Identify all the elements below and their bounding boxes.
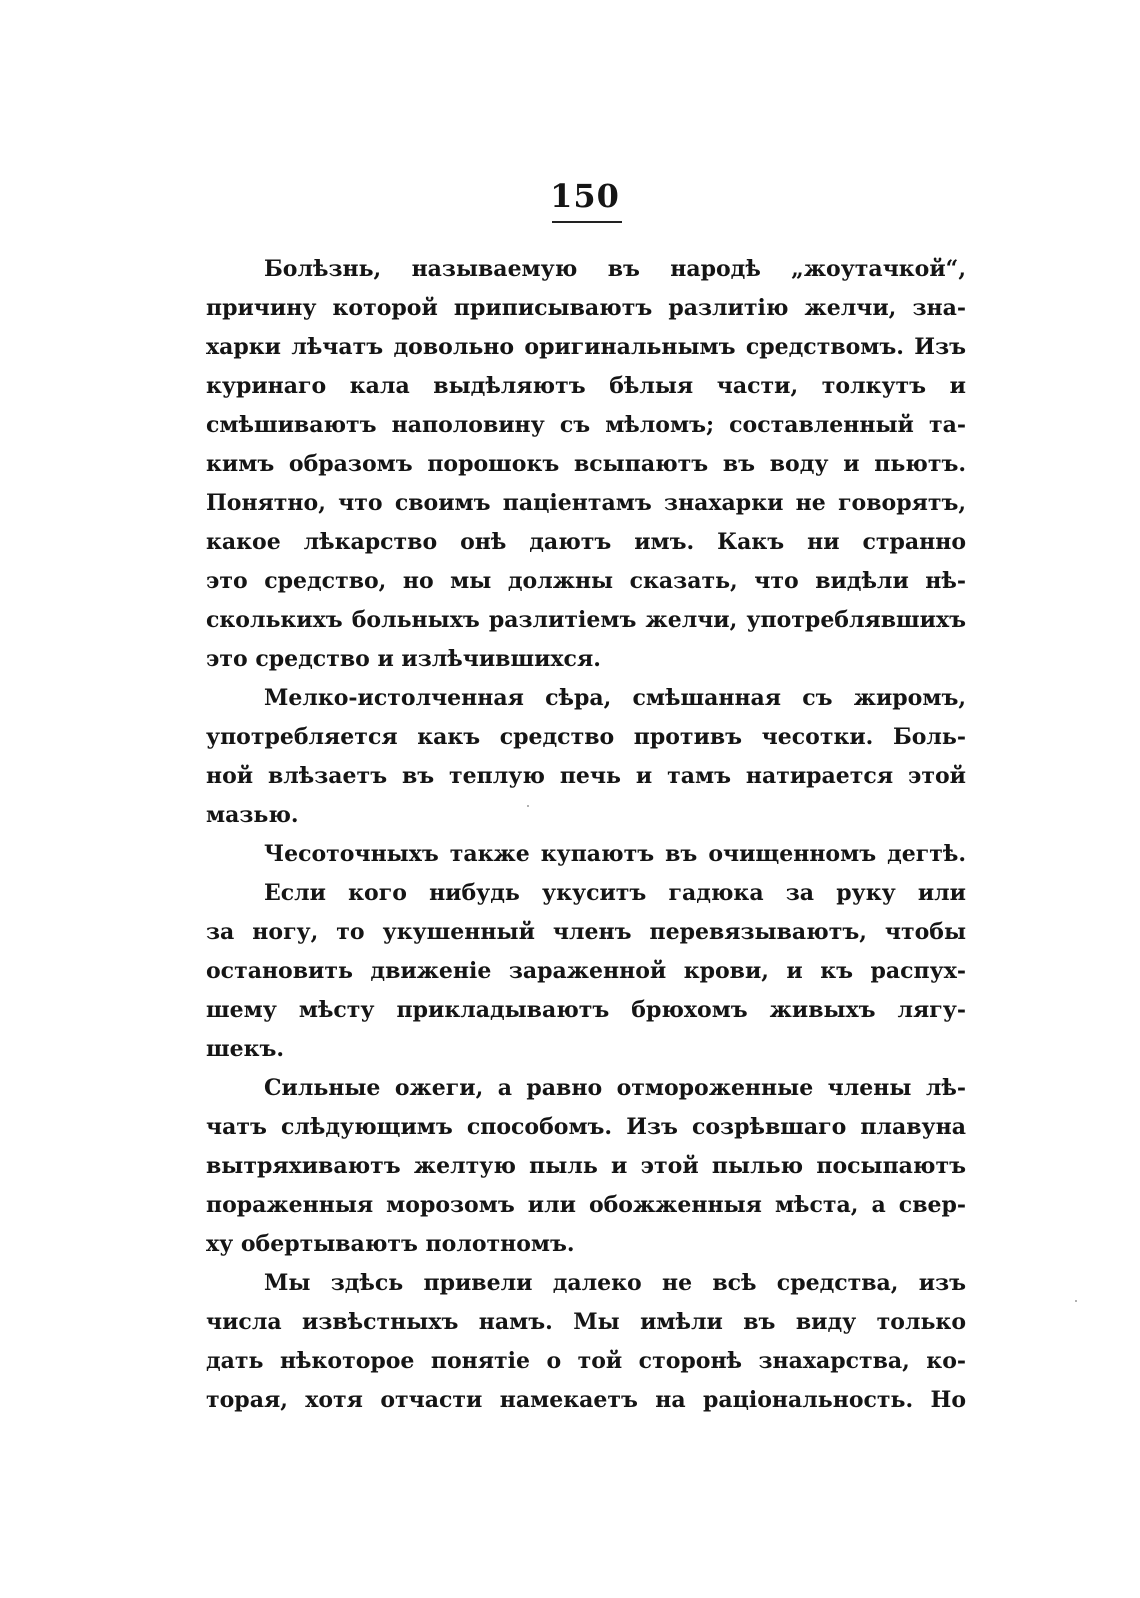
text-line: шему мѣсту прикладываютъ брюхомъ живыхъ лягу- (206, 997, 966, 1023)
page-number: 150 (550, 177, 620, 215)
text-line: чатъ слѣдующимъ способомъ. Изъ созрѣвшаго плавуна (206, 1114, 966, 1140)
text-line: это средство, но мы должны сказать, что видѣли нѣ- (206, 568, 966, 594)
text-line: мазью. (206, 802, 299, 828)
text-line: вытряхиваютъ желтую пыль и этой пылью посыпаютъ (206, 1153, 966, 1179)
text-line: смѣшиваютъ наполовину съ мѣломъ; составленный та- (206, 412, 966, 438)
text-line: Сильные ожеги, а равно отмороженные члены лѣ- (264, 1075, 966, 1101)
text-line: Мелко-истолченная сѣра, смѣшанная съ жиромъ, (264, 685, 966, 711)
text-line: сколькихъ больныхъ разлитіемъ желчи, употреблявшихъ (206, 607, 966, 633)
text-line: остановить движеніе зараженной крови, и къ распух- (206, 958, 966, 984)
text-line: ной влѣзаетъ въ теплую печь и тамъ натирается этой (206, 763, 966, 789)
text-line: Болѣзнь, называемую въ народѣ „жоутачкой“, (264, 256, 966, 282)
text-line: дать нѣкоторое понятіе о той сторонѣ знахарства, ко- (206, 1348, 966, 1374)
body-text (206, 250, 966, 1420)
paper-speck (1075, 1300, 1077, 1302)
text-line: это средство и излѣчившихся. (206, 646, 601, 672)
text-line: Чесоточныхъ также купаютъ въ очищенномъ дегтѣ. (264, 841, 966, 867)
text-line: кимъ образомъ порошокъ всыпаютъ въ воду и пьютъ. (206, 451, 966, 477)
text-line: пораженныя морозомъ или обожженныя мѣста, а свер- (206, 1192, 966, 1218)
text-line: Понятно, что своимъ паціентамъ знахарки не говорятъ, (206, 490, 966, 516)
text-line: за ногу, то укушенный членъ перевязываютъ, чтобы (206, 919, 966, 945)
text-line: причину которой приписываютъ разлитію желчи, зна- (206, 295, 966, 321)
text-line: употребляется какъ средство противъ чесотки. Боль- (206, 724, 966, 750)
text-line: Мы здѣсь привели далеко не всѣ средства, изъ (264, 1270, 966, 1296)
page-number-rule (552, 221, 622, 223)
text-line: какое лѣкарство онѣ даютъ имъ. Какъ ни странно (206, 529, 966, 555)
text-line: шекъ. (206, 1036, 285, 1062)
text-line: числа извѣстныхъ намъ. Мы имѣли въ виду только (206, 1309, 966, 1335)
text-line: харки лѣчатъ довольно оригинальнымъ средствомъ. Изъ (206, 334, 966, 360)
text-line: ху обертываютъ полотномъ. (206, 1231, 575, 1257)
text-line: торая, хотя отчасти намекаетъ на раціональность. Но (206, 1387, 966, 1413)
paper-speck (527, 805, 529, 807)
text-line: куринаго кала выдѣляютъ бѣлыя части, толкутъ и (206, 373, 966, 399)
text-line: Если кого нибудь укуситъ гадюка за руку или (264, 880, 966, 906)
